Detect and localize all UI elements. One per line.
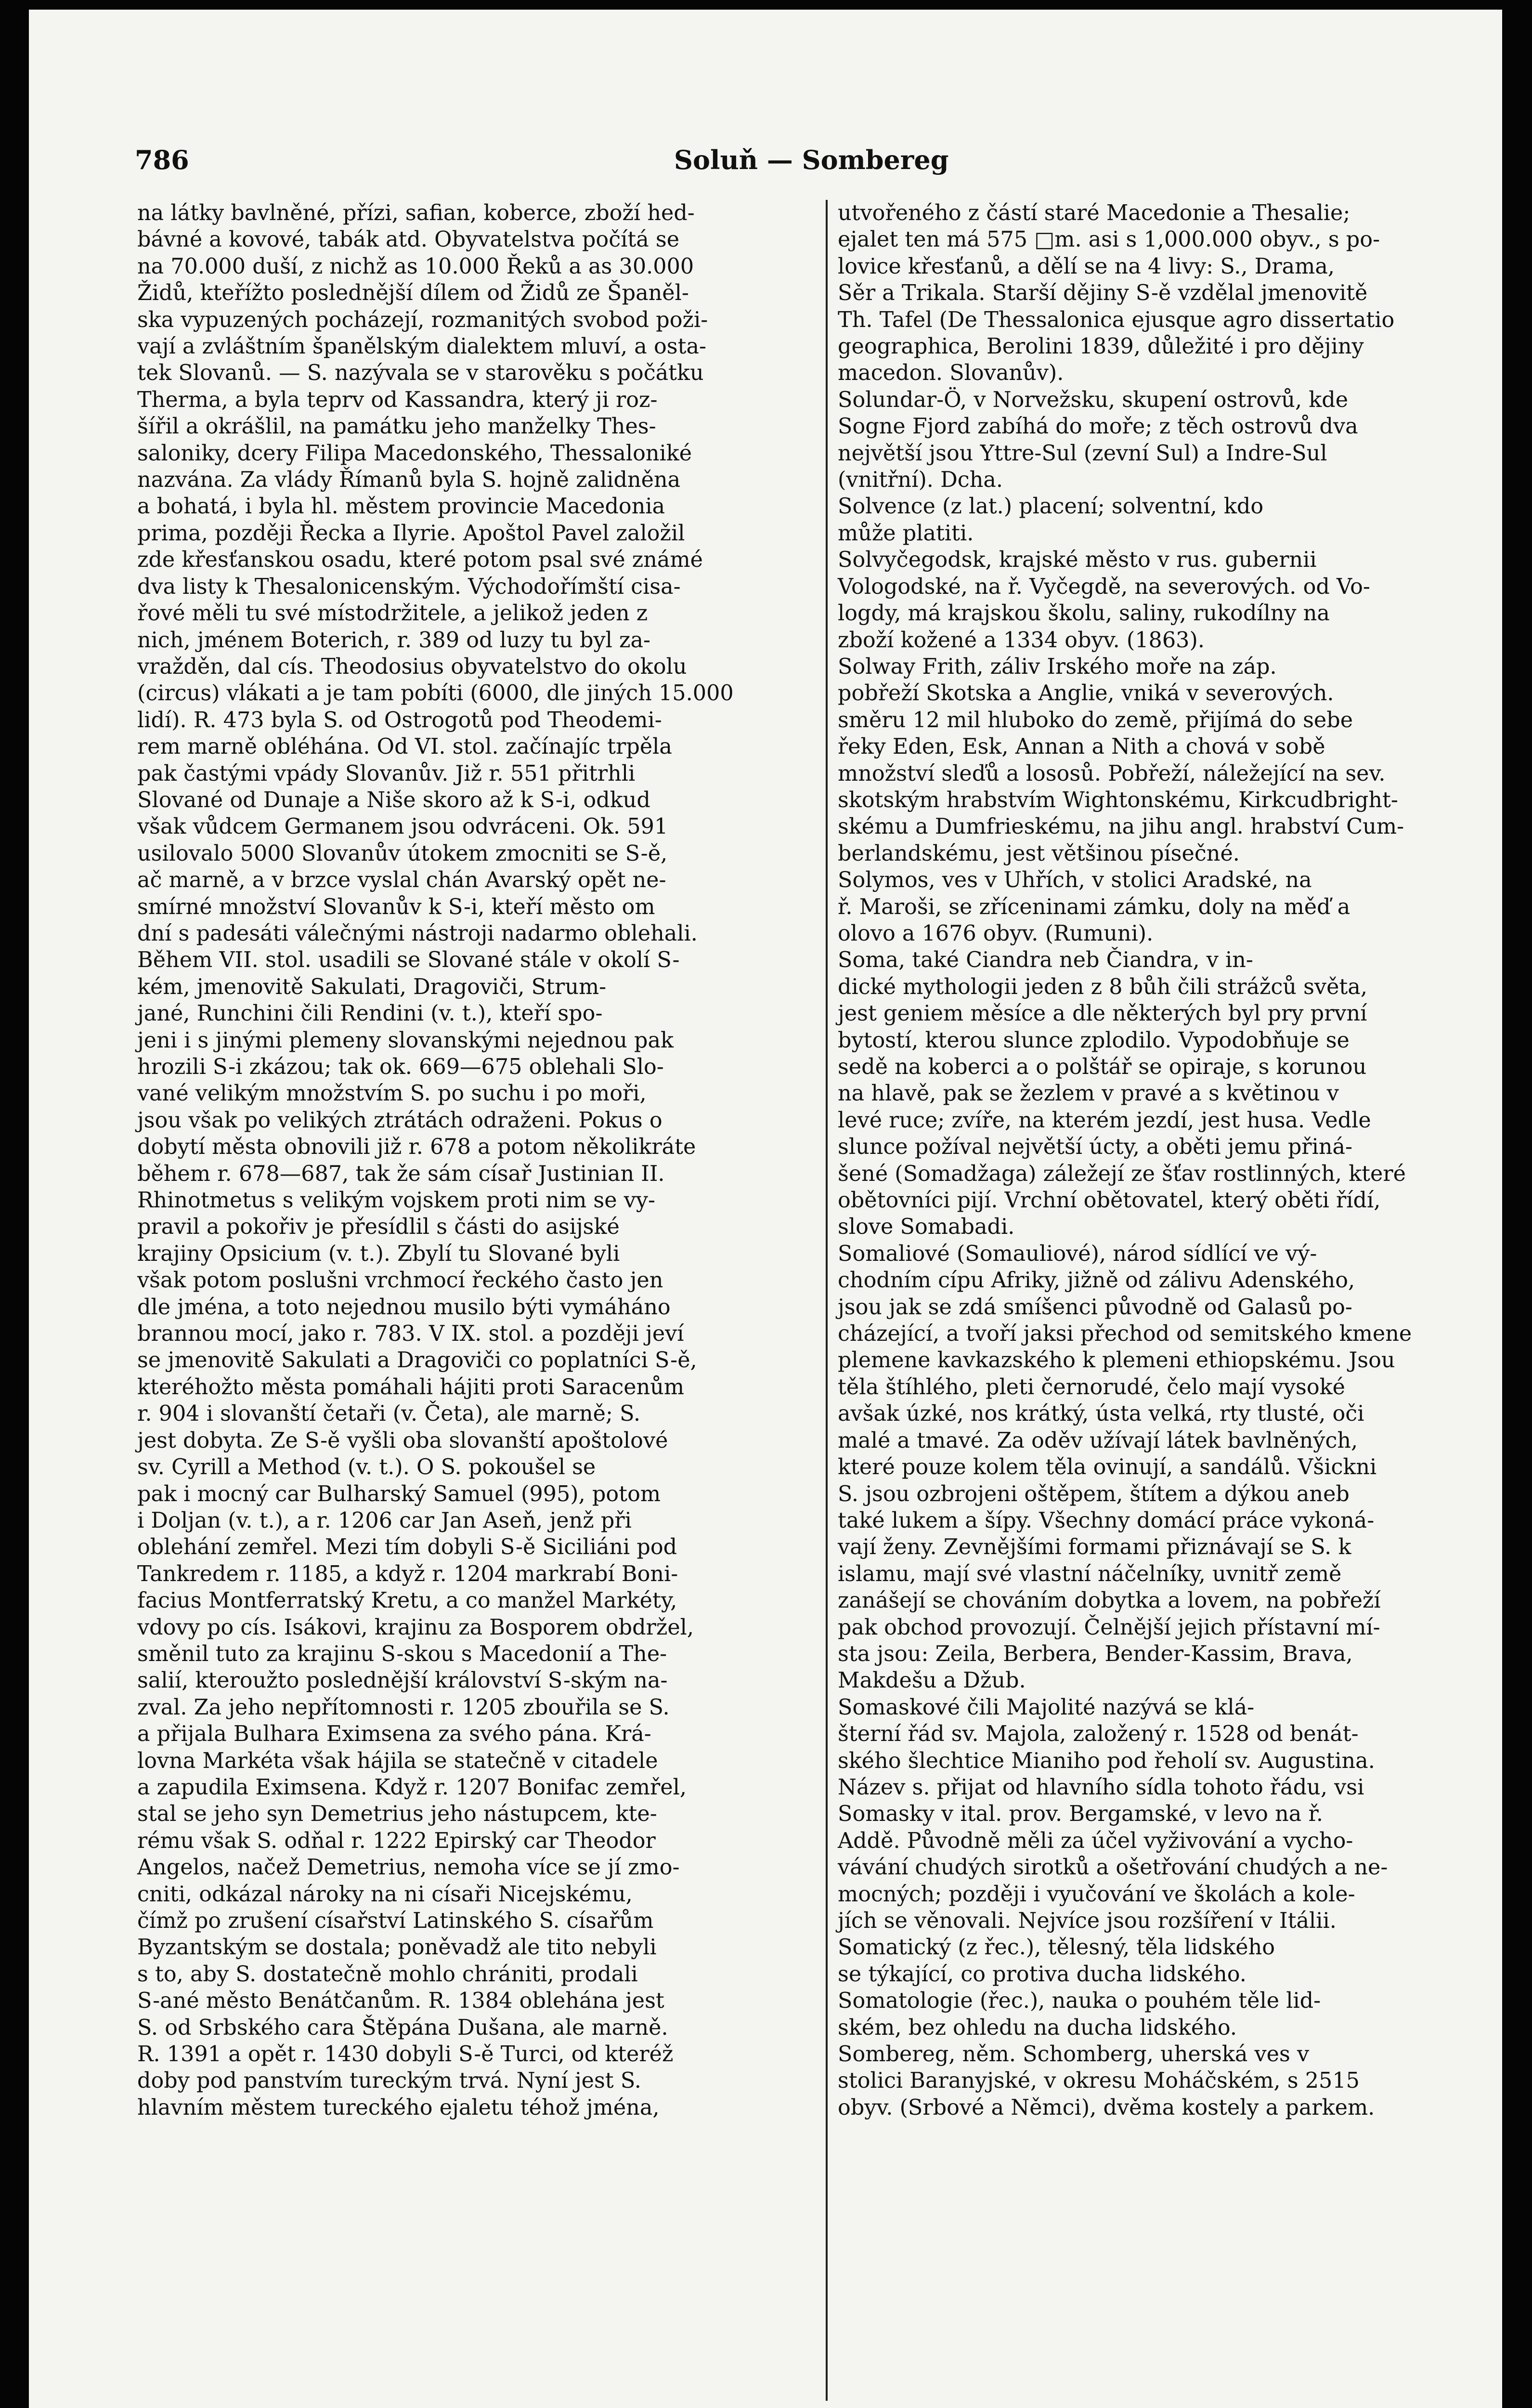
- text-line: Makdešu a Džub.: [838, 1668, 1026, 1693]
- text-line: doby pod panstvím tureckým trvá. Nyní jest S.: [137, 2068, 641, 2094]
- text-line: Somaskové čili Majolité nazývá se klá-: [838, 1695, 1255, 1720]
- text-line: a přijala Bulhara Eximsena za svého pána. Krá-: [137, 1722, 651, 1747]
- text-line: šterní řád sv. Majola, založený r. 1528 od benát-: [838, 1722, 1359, 1747]
- text-line: lidí). R. 473 byla S. od Ostrogotů pod Theodemi-: [137, 707, 662, 733]
- text-line: Therma, a byla teprv od Kassandra, který ji roz-: [137, 387, 658, 412]
- text-line: na 70.000 duší, z nichž as 10.000 Řeků a as 30.000: [137, 254, 694, 279]
- text-line: nazvána. Za vlády Římanů byla S. hojně zalidněna: [137, 468, 681, 493]
- text-line: saloniky, dcery Filipa Macedonského, Thessaloniké: [137, 441, 692, 466]
- text-line: levé ruce; zvíře, na kterém jezdí, jest husa. Vedle: [838, 1108, 1371, 1133]
- text-line: Slované od Dunaje a Niše skoro až k S-i, odkud: [137, 787, 650, 812]
- text-line: Byzantským se dostala; poněvadž ale tito nebyli: [137, 1935, 657, 1960]
- text-line: vané velikým množstvím S. po suchu i po moři,: [137, 1081, 647, 1106]
- text-line: sv. Cyrill a Method (v. t.). O S. pokoušel se: [137, 1455, 596, 1480]
- text-line: pak i mocný car Bulharský Samuel (995), potom: [137, 1481, 661, 1506]
- text-line: salií, kteroužto poslednější království S-ským na-: [137, 1668, 668, 1693]
- text-line: ejalet ten má 575 □m. asi s 1,000.000 obyv., s po-: [838, 227, 1380, 252]
- text-line: zboží kožené a 1334 obyv. (1863).: [838, 628, 1205, 653]
- text-line: S-ané město Benátčanům. R. 1384 oblehána jest: [137, 1989, 664, 2014]
- text-line: Solundar-Ö, v Norvežsku, skupení ostrovů, kde: [838, 387, 1349, 412]
- text-line: ska vypuzených pocházejí, rozmanitých svobod poži-: [137, 307, 708, 332]
- text-line: Během VII. stol. usadili se Slované stále v okolí S-: [137, 948, 680, 973]
- text-line: se jmenovitě Sakulati a Dragoviči co poplatníci S-ě,: [137, 1348, 697, 1373]
- text-line: vdovy po cís. Isákovi, krajinu za Bosporem obdržel,: [137, 1615, 694, 1640]
- text-line: ského šlechtice Mianiho pod řeholí sv. Augustina.: [838, 1748, 1375, 1773]
- text-line: malé a tmavé. Za oděv užívají látek bavlněných,: [838, 1428, 1358, 1453]
- text-line: lovna Markéta však hájila se statečně v citadele: [137, 1748, 658, 1773]
- text-line: ř. Maroši, se zříceninami zámku, doly na měď a: [838, 894, 1350, 919]
- text-line: r. 904 i slovanští četaři (v. Četa), ale marně; S.: [137, 1401, 641, 1426]
- text-line: jsou jak se zdá smíšenci původně od Galasů po-: [838, 1295, 1352, 1320]
- text-line: Tankredem r. 1185, a když r. 1204 markrabí Boni-: [137, 1561, 678, 1586]
- text-line: dle jména, a toto nejednou musilo býti vymáháno: [137, 1295, 671, 1320]
- text-line: vražděn, dal cís. Theodosius obyvatelstvo do okolu: [137, 654, 687, 679]
- text-line: Židů, kteřížto poslednější dílem od Židů ze Španěl-: [137, 281, 689, 306]
- text-line: Angelos, načež Demetrius, nemoha více se jí zmo-: [137, 1855, 680, 1880]
- text-line: stolici Baranyjské, v okresu Moháčském, s 2515: [838, 2068, 1360, 2094]
- text-line: rému však S. odňal r. 1222 Epirský car Theodor: [137, 1828, 656, 1853]
- text-line: cniti, odkázal nároky na ni císaři Nicejskému,: [137, 1882, 633, 1907]
- text-line: dva listy k Thesalonicenským. Východořímští cisa-: [137, 574, 681, 599]
- text-line: dické mythologii jeden z 8 bůh čili strážců světa,: [838, 974, 1367, 999]
- text-line: Název s. přijat od hlavního sídla tohoto řádu, vsi: [838, 1775, 1364, 1800]
- text-line: Vologodské, na ř. Vyčegdě, na severových. od Vo-: [838, 574, 1370, 599]
- text-line: jeni i s jinými plemeny slovanskými nejednou pak: [137, 1028, 674, 1053]
- text-line: Solvence (z lat.) placení; solventní, kdo: [838, 494, 1264, 519]
- page-number: 786: [135, 144, 189, 175]
- text-line: Solymos, ves v Uhřích, v stolici Aradské, na: [838, 868, 1312, 893]
- text-line: oblehání zemřel. Mezi tím dobyli S-ě Siciliáni pod: [137, 1535, 677, 1560]
- text-line: Solway Frith, záliv Irského moře na záp.: [838, 654, 1277, 679]
- text-line: pobřeží Skotska a Anglie, vniká v severových.: [838, 681, 1334, 706]
- text-line: macedon. Slovanův).: [838, 361, 1064, 386]
- text-line: slunce požíval největší úcty, a oběti jemu přiná-: [838, 1135, 1353, 1160]
- text-line: logdy, má krajskou školu, saliny, rukodílny na: [838, 601, 1330, 626]
- text-line: zanášejí se chováním dobytka a lovem, na pobřeží: [838, 1588, 1381, 1613]
- text-line: zval. Za jeho nepřítomnosti r. 1205 zbouřila se S.: [137, 1695, 670, 1720]
- column-divider: [826, 200, 828, 2401]
- text-line: smírné množství Slovanův k S-i, kteří město om: [137, 894, 655, 919]
- text-line: Rhinotmetus s velikým vojskem proti nim se vy-: [137, 1188, 656, 1213]
- text-line: Th. Tafel (De Thessalonica ejusque agro dissertatio: [838, 307, 1395, 332]
- text-line: pravil a pokořiv je přesídlil s části do asijské: [137, 1215, 620, 1240]
- text-line: slove Somabadi.: [838, 1215, 1015, 1240]
- text-line: vávání chudých sirotků a ošetřování chudých a ne-: [838, 1855, 1388, 1880]
- text-line: skotským hrabstvím Wightonskému, Kirkcudbright-: [838, 787, 1398, 812]
- text-line: a zapudila Eximsena. Když r. 1207 Bonifac zemřel,: [137, 1775, 687, 1800]
- text-line: s to, aby S. dostatečně mohlo chrániti, prodali: [137, 1962, 638, 1987]
- text-line: sedě na koberci a o polštář se opiraje, s korunou: [838, 1055, 1367, 1079]
- text-line: a bohatá, i byla hl. městem provincie Macedonia: [137, 494, 665, 519]
- text-line: prima, později Řecka a Ilyrie. Apoštol Pavel založil: [137, 521, 685, 546]
- text-line: směnil tuto za krajinu S-skou s Macedonií a The-: [137, 1641, 667, 1666]
- text-line: Sěr a Trikala. Starší dějiny S-ě vzdělal jmenovitě: [838, 281, 1368, 306]
- text-line: však potom poslušni vrchmocí řeckého často jen: [137, 1268, 663, 1293]
- text-line: tek Slovanů. — S. nazývala se v starověku s počátku: [137, 361, 704, 386]
- text-line: Solvyčegodsk, krajské město v rus. gubernii: [838, 548, 1317, 573]
- book-page: [29, 10, 1502, 2408]
- text-line: jest geniem měsíce a dle některých byl pry první: [838, 1001, 1367, 1026]
- text-line: Sombereg, něm. Schomberg, uherská ves v: [838, 2042, 1310, 2067]
- text-line: pak obchod provozují. Čelnější jejich přístavní mí-: [838, 1615, 1380, 1640]
- text-line: vají ženy. Zevnějšími formami přiznávají se S. k: [838, 1535, 1351, 1560]
- text-line: sta jsou: Zeila, Berbera, Bender-Kassim, Brava,: [838, 1641, 1353, 1666]
- text-line: olovo a 1676 obyv. (Rumuni).: [838, 921, 1154, 946]
- text-line: na látky bavlněné, přízi, safian, koberce, zboží hed-: [137, 201, 695, 225]
- text-line: jané, Runchini čili Rendini (v. t.), kteří spo-: [137, 1001, 603, 1026]
- text-line: vají a zvláštním španělským dialektem mluví, a osta-: [137, 334, 707, 359]
- text-line: stal se jeho syn Demetrius jeho nástupcem, kte-: [137, 1802, 657, 1827]
- text-line: pak častými vpády Slovanův. Již r. 551 přitrhli: [137, 761, 636, 786]
- text-line: Soma, také Ciandra neb Čiandra, v in-: [838, 948, 1253, 973]
- text-line: Somatický (z řec.), tělesný, těla lidského: [838, 1935, 1275, 1960]
- text-line: řové měli tu své místodržitele, a jelikož jeden z: [137, 601, 648, 626]
- text-line: obyv. (Srbové a Němci), dvěma kostely a parkem.: [838, 2095, 1375, 2120]
- text-line: kteréhožto města pomáhali hájiti proti Saracenům: [137, 1374, 685, 1400]
- running-head: Soluň — Sombereg: [674, 144, 949, 175]
- text-line: mocných; později i vyučování ve školách a kole-: [838, 1882, 1355, 1907]
- text-line: brannou mocí, jako r. 783. V IX. stol. a později jeví: [137, 1322, 684, 1347]
- text-line: řeky Eden, Esk, Annan a Nith a chová v sobě: [838, 734, 1325, 759]
- text-line: (circus) vlákati a je tam pobíti (6000, dle jiných 15.000: [137, 681, 734, 706]
- text-line: chodním cípu Afriky, jižně od zálivu Adenského,: [838, 1268, 1355, 1293]
- text-line: berlandskému, jest většinou písečné.: [838, 841, 1240, 866]
- text-line: těla štíhlého, pleti černorudé, čelo mají vysoké: [838, 1374, 1345, 1400]
- text-line: (vnitřní). Dcha.: [838, 468, 1003, 493]
- text-line: usilovalo 5000 Slovanův útokem zmocniti se S-ě,: [137, 841, 668, 866]
- text-line: islamu, mají své vlastní náčelníky, uvnitř země: [838, 1561, 1342, 1586]
- text-line: jsou však po velikých ztrátách odraženi. Pokus o: [137, 1108, 662, 1133]
- text-line: i Doljan (v. t.), a r. 1206 car Jan Aseň, jenž při: [137, 1508, 632, 1533]
- text-line: R. 1391 a opět r. 1430 dobyli S-ě Turci, od kteréž: [137, 2042, 674, 2067]
- text-line: ač marně, a v brzce vyslal chán Avarský opět ne-: [137, 868, 666, 893]
- text-line: utvořeného z částí staré Macedonie a Thesalie;: [838, 201, 1350, 225]
- text-line: nich, jménem Boterich, r. 389 od luzy tu byl za-: [137, 628, 651, 653]
- text-line: Somasky v ital. prov. Bergamské, v levo na ř.: [838, 1802, 1323, 1827]
- text-line: může platiti.: [838, 521, 974, 546]
- text-line: bytostí, kterou slunce zplodilo. Vypodobňuje se: [838, 1028, 1350, 1053]
- text-line: bávné a kovové, tabák atd. Obyvatelstva počítá se: [137, 227, 680, 252]
- text-line: Addě. Původně měli za účel vyživování a vycho-: [838, 1828, 1353, 1853]
- text-line: hrozili S-i zkázou; tak ok. 669—675 oblehali Slo-: [137, 1055, 664, 1079]
- text-line: se týkající, co protiva ducha lidského.: [838, 1962, 1246, 1987]
- text-line: geographica, Berolini 1839, důležité i pro dějiny: [838, 334, 1364, 359]
- text-line: dní s padesáti válečnými nástroji nadarmo oblehali.: [137, 921, 698, 946]
- text-line: během r. 678—687, tak že sám císař Justinian II.: [137, 1161, 665, 1186]
- text-line: lovice křesťanů, a dělí se na 4 livy: S., Drama,: [838, 254, 1335, 279]
- text-line: směru 12 mil hluboko do země, přijímá do sebe: [838, 707, 1353, 733]
- text-line: jích se věnovali. Nejvíce jsou rozšíření v Itálii.: [838, 1909, 1337, 1933]
- text-line: které pouze kolem těla ovinují, a sandálů. Všickni: [838, 1455, 1377, 1480]
- text-line: Somaliové (Somauliové), národ sídlící ve vý-: [838, 1241, 1317, 1266]
- text-line: Sogne Fjord zabíhá do moře; z těch ostrovů dva: [838, 414, 1358, 439]
- text-line: skému a Dumfrieskému, na jihu angl. hrabství Cum-: [838, 814, 1404, 839]
- text-line: Somatologie (řec.), nauka o pouhém těle lid-: [838, 1989, 1321, 2014]
- left-column: [137, 200, 826, 2121]
- text-line: také lukem a šípy. Všechny domácí práce vykoná-: [838, 1508, 1375, 1533]
- text-line: ském, bez ohledu na ducha lidského.: [838, 2015, 1237, 2040]
- text-line: dobytí města obnovili již r. 678 a potom několikráte: [137, 1135, 696, 1160]
- text-line: největší jsou Yttre-Sul (zevní Sul) a Indre-Sul: [838, 441, 1327, 466]
- text-line: čímž po zrušení císařství Latinského S. císařům: [137, 1909, 654, 1933]
- text-line: rem marně obléhána. Od VI. stol. začínajíc trpěla: [137, 734, 672, 759]
- text-line: šené (Somadžaga) záležejí ze šťav rostlinných, které: [838, 1161, 1406, 1186]
- text-line: plemene kavkazského k plemeni ethiopskému. Jsou: [838, 1348, 1395, 1373]
- text-line: hlavním městem tureckého ejaletu téhož jména,: [137, 2095, 660, 2120]
- text-line: však vůdcem Germanem jsou odvráceni. Ok. 591: [137, 814, 668, 839]
- text-line: cházející, a tvoří jaksi přechod od semitského kmene: [838, 1322, 1412, 1347]
- text-line: množství sleďů a lososů. Pobřeží, náležející na sev.: [838, 761, 1386, 786]
- text-line: avšak úzké, nos krátký, ústa velká, rty tlusté, oči: [838, 1401, 1364, 1426]
- text-line: S. od Srbského cara Štěpána Dušana, ale marně.: [137, 2015, 668, 2040]
- text-line: S. jsou ozbrojeni oštěpem, štítem a dýkou aneb: [838, 1481, 1350, 1506]
- text-line: na hlavě, pak se žezlem v pravé a s květinou v: [838, 1081, 1339, 1106]
- text-line: facius Montferratský Kretu, a co manžel Markéty,: [137, 1588, 677, 1613]
- right-column: [838, 200, 1531, 2121]
- text-line: obětovníci pijí. Vrchní obětovatel, který oběti řídí,: [838, 1188, 1381, 1213]
- text-line: krajiny Opsicium (v. t.). Zbylí tu Slované byli: [137, 1241, 620, 1266]
- text-line: jest dobyta. Ze S-ě vyšli oba slovanští apoštolové: [137, 1428, 668, 1453]
- text-line: kém, jmenovitě Sakulati, Dragoviči, Strum-: [137, 974, 607, 999]
- text-line: zde křesťanskou osadu, které potom psal své známé: [137, 548, 703, 573]
- text-line: šířil a okrášlil, na památku jeho manželky Thes-: [137, 414, 656, 439]
